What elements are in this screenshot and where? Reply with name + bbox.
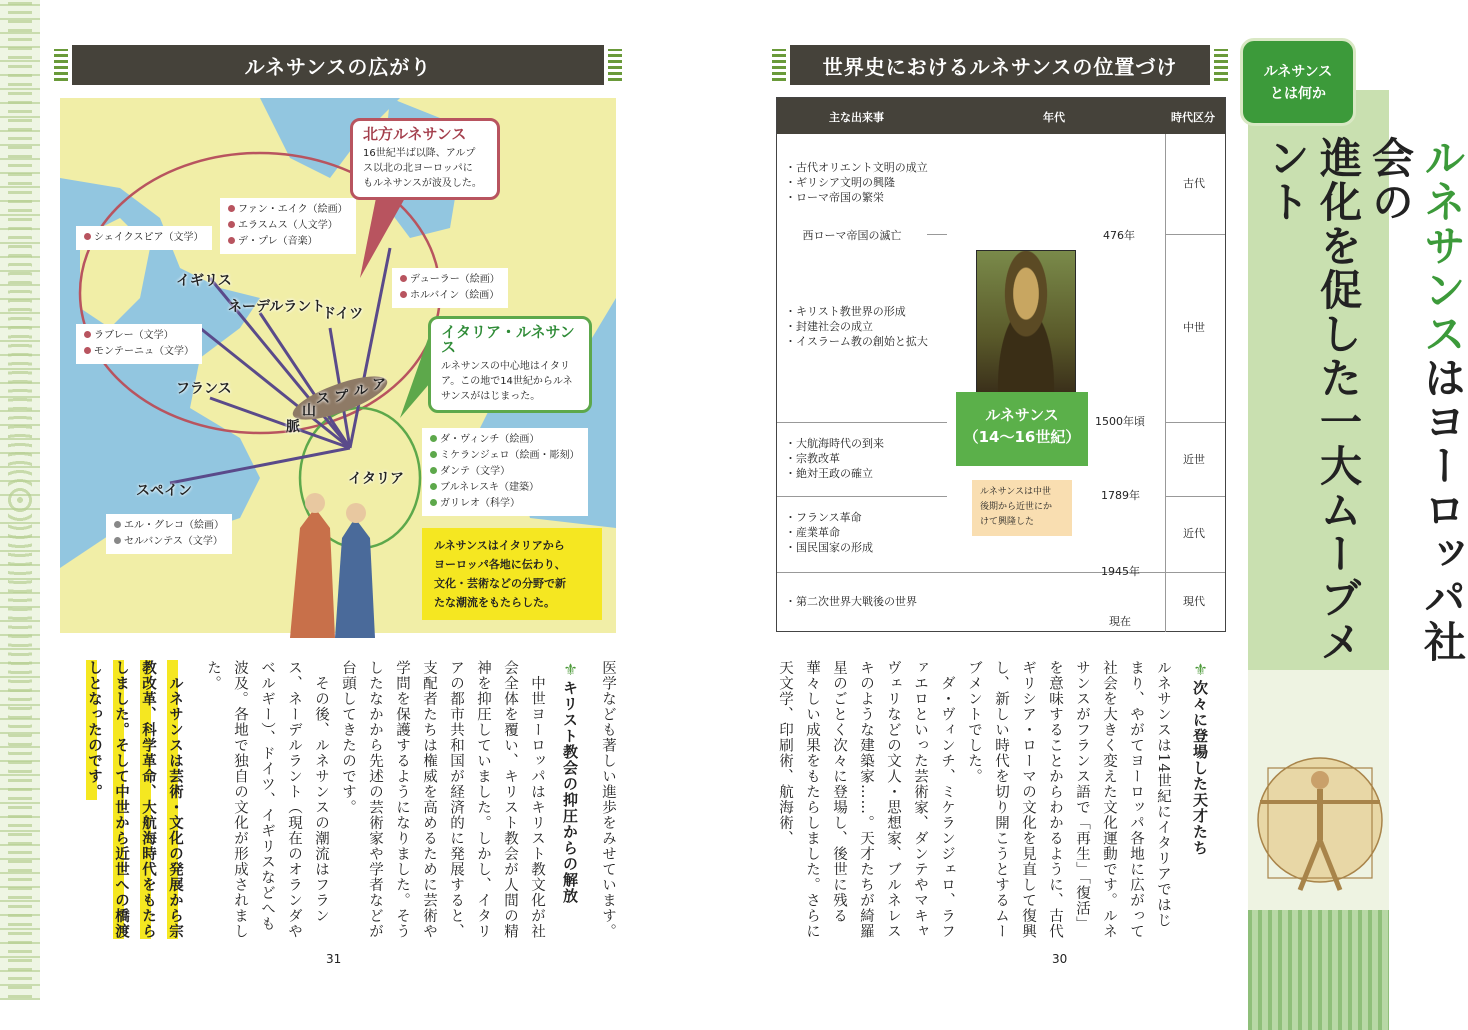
header-events: 主な出来事 [829, 111, 884, 124]
italy-people-box [422, 428, 588, 516]
right-section-title: 世界史におけるルネサンスの位置づけ [790, 45, 1210, 85]
label-germany: ドイツ [322, 306, 364, 322]
label-netherlands: ネーデルラント [228, 299, 326, 315]
table-header [777, 98, 1225, 134]
page-number: 30 [1052, 952, 1068, 966]
divider-event: 西ローマ帝国の滅亡 [777, 228, 927, 243]
spain-people-box [106, 514, 232, 554]
italy-renaissance-callout: イタリア・ルネサンス ルネサンスの中心地はイタリ ア。この地で14世紀からルネ サンスがはじまった。 [428, 316, 592, 413]
year-present: 現在 [1109, 615, 1131, 628]
label-italy: イタリア [348, 471, 404, 487]
chapter-title: ルネサンスはヨーロッパ社会の 進化を促した一大ムーブメント [1262, 136, 1467, 664]
list-item: デューラー（絵画） [400, 272, 500, 288]
fleur-icon: ⚜ [1191, 660, 1210, 680]
table-row: ・大航海時代の到来 ・宗教改革 ・絶対王政の確立 [785, 437, 884, 480]
list-item: ガリレオ（科学） [430, 496, 580, 512]
divider [777, 496, 947, 497]
renaissance-note: ルネサンスは中世 後期から近世にか けて興隆した [972, 480, 1072, 536]
period-cell: 古代 [1183, 177, 1205, 190]
list-item: ファン・エイク（絵画） [228, 202, 348, 218]
map-summary-box: ルネサンスはイタリアから ヨーロッパ各地に伝わり、 文化・芸術などの分野で新 たな潮流をもたらした。 [422, 528, 602, 620]
list-item: ダンテ（文学） [430, 464, 580, 480]
divider [1165, 134, 1166, 632]
divider [1165, 234, 1225, 235]
year-476: 476年 [1103, 229, 1135, 242]
label-france: フランス [176, 381, 232, 397]
left-section-title: ルネサンスの広がり [72, 45, 604, 85]
list-item: エル・グレコ（絵画） [114, 518, 224, 534]
divider [1165, 572, 1225, 573]
divider [1165, 496, 1225, 497]
divider [1165, 422, 1225, 423]
left-body-text: 中世ヨーロッパはキリスト教文化が社会全体を覆い、キリスト教会が人間の精神を抑圧していました。しかし、イタリアの都市共和国が経済的に発展すると、支配者たちは権威を高めるために芸術や学問を保護するようになりました。そうしたなかから先述の芸術家や学者などが台頭してきたのです。 その後、ルネサンスの潮流はフランス、ネーデルラント（現在のオランダやベルギー）、ドイツ、イギリスなどへも波及。各地で独自の文化が形成されました。 [205, 660, 545, 939]
ornament-icon [608, 49, 622, 81]
renaissance-map [60, 98, 616, 633]
north-renaissance-callout: 北方ルネサンス 16世紀半ば以降、アルプ ス以北の北ヨーロッパに もルネサンスが波及した。 [350, 118, 500, 200]
right-body-text: ルネサンスは14世紀にイタリアではじまり、やがてヨーロッパ各地に広がって社会を大きく変えた文化運動です。ルネサンスがフランス語で「再生」「復活」を意味することからわかるように、古代ギリシア・ローマの文化を見直して復興し、新しい時代を切り開こうとするムーブメントでした。 ダ・ヴィンチ、ミケランジェロ、ラファエロといった芸術家、ダンテやマキャヴェリなどの文人・思想家、ブルネレスキのような建築家……。天才たちが綺羅星のごとく次々に登場し、後世に残る華々しい成果をもたらしました。さらに天文学、印刷術、航海術、 [777, 660, 1171, 939]
table-row: ・キリスト教世界の形成 ・封建社会の成立 ・イスラーム教の創始と拡大 [785, 305, 928, 348]
label-spain: スペイン [136, 483, 192, 499]
list-item: エラスムス（人文学） [228, 218, 348, 234]
list-item: モンテーニュ（文学） [84, 344, 194, 360]
table-row: ・古代オリエント文明の成立 ・ギリシア文明の興隆 ・ローマ帝国の繁栄 [785, 161, 928, 204]
germany-people-box [392, 268, 508, 308]
period-cell: 現代 [1183, 595, 1205, 608]
year-1789: 1789年 [1101, 489, 1140, 502]
year-1945: 1945年 [1101, 565, 1140, 578]
chapter-tag: ルネサンス とは何か [1240, 38, 1356, 126]
ornament-icon [772, 49, 786, 81]
ornament-icon [54, 49, 68, 81]
divider [777, 422, 947, 423]
table-row: ・フランス革命 ・産業革命 ・国民国家の形成 [785, 511, 873, 554]
period-cell: 近代 [1183, 527, 1205, 540]
list-item: ダ・ヴィンチ（絵画） [430, 432, 580, 448]
label-alps: ア [372, 377, 386, 393]
list-item: セルバンテス（文学） [114, 534, 224, 550]
label-alps: 脈 [286, 419, 300, 435]
label-alps: 山 [302, 403, 316, 419]
list-item: ホルバイン（絵画） [400, 288, 500, 304]
callout-title: イタリア・ルネサンス [441, 323, 575, 356]
list-item: デ・プレ（音楽） [228, 234, 348, 250]
list-item: シェイクスピア（文学） [84, 230, 204, 246]
period-cell: 近世 [1183, 453, 1205, 466]
list-item: ブルネレスキ（建築） [430, 480, 580, 496]
page-number: 31 [326, 952, 342, 966]
table-row: ・第二次世界大戦後の世界 [785, 595, 917, 608]
callout-title: 北方ルネサンス [363, 125, 467, 143]
year-1500: 1500年頃 [1095, 415, 1145, 428]
vitruvian-man-image [1250, 740, 1380, 910]
netherlands-people-box [220, 198, 356, 254]
label-alps: ル [354, 383, 368, 399]
right-body-heading: ⚜次々に登場した天才たち [1191, 660, 1210, 856]
left-conclusion: ルネサンスは芸術・文化の発展から宗教改革、科学革命、大航海時代をもたらしました。そして中世から近世への橋渡しとなったのです。 [86, 660, 183, 939]
list-item: ラブレー（文学） [84, 328, 194, 344]
left-body-heading: ⚜キリスト教会の抑圧からの解放 [561, 660, 580, 904]
list-item: ミケランジェロ（絵画・彫刻） [430, 448, 580, 464]
renaissance-period-box: ルネサンス （14～16世紀） [956, 392, 1088, 466]
label-alps: プ [334, 389, 348, 405]
label-alps: ス [316, 391, 330, 407]
ornament-icon [1214, 49, 1228, 81]
header-years: 年代 [1043, 111, 1065, 124]
body-intro: 医学なども著しい進歩をみせています。 [600, 660, 616, 939]
fleur-icon: ⚜ [561, 660, 580, 680]
england-people-box [76, 226, 212, 250]
mona-lisa-image [976, 250, 1076, 394]
header-period: 時代区分 [1171, 111, 1215, 124]
ornamental-border [0, 0, 40, 1000]
side-panel-pattern [1248, 910, 1389, 1030]
period-cell: 中世 [1183, 321, 1205, 334]
label-england: イギリス [176, 273, 232, 289]
france-people-box [76, 324, 202, 364]
